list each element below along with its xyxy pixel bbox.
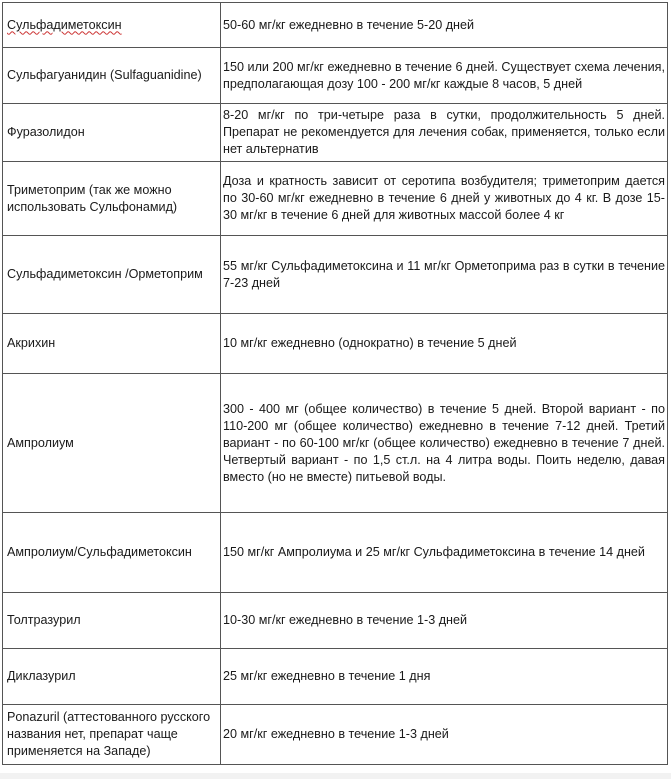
drug-name-cell: [3, 3, 221, 48]
drug-name: Сульфадиметоксин /Орметоприм: [7, 267, 203, 281]
table-row: [3, 104, 668, 162]
drug-name-cell: [3, 162, 221, 236]
page-bottom-strip: [0, 773, 671, 779]
drug-name: Ампролиум/Сульфадиметоксин: [7, 545, 192, 559]
dosage-cell: 150 мг/кг Ампролиума и 25 мг/кг Сульфадиметоксина в течение 14 дней: [221, 513, 668, 593]
drug-name: Диклазурил: [7, 669, 76, 683]
dosage-cell: 25 мг/кг ежедневно в течение 1 дня: [221, 649, 668, 705]
dosage-cell: Доза и кратность зависит от серотипа возбудителя; триметоприм дается по 30-60 мг/кг ежедневно в течение 6 дней у животных до 4 кг. В дозе 15-30 мг/кг в течение 6 дней для животных массой более 4 кг: [221, 162, 668, 236]
table-row: [3, 649, 668, 705]
dosage-cell: 300 - 400 мг (общее количество) в течение 5 дней. Второй вариант - по 110-200 мг (общее количество) ежедневно в течение 7-12 дней. Третий вариант - по 60-100 мг/кг (общее количество) ежедневно в течение 7 дней. Четвертый вариант - по 1,5 ст.л. на 4 литра воды. Поить неделю, давая вместо (но не вместе) питьевой воды.: [221, 374, 668, 513]
dosage-cell: 10-30 мг/кг ежедневно в течение 1-3 дней: [221, 593, 668, 649]
drug-name-cell: [3, 513, 221, 593]
dosage-cell: 10 мг/кг ежедневно (однократно) в течение 5 дней: [221, 314, 668, 374]
drug-name-cell: [3, 649, 221, 705]
table-row: [3, 513, 668, 593]
drug-name: Сульфадиметоксин: [7, 17, 122, 32]
drug-name-cell: [3, 236, 221, 314]
drug-name: Акрихин: [7, 336, 56, 350]
drug-name: Ponazuril (аттестованного русского названия нет, препарат чаще применяется на Западе): [7, 710, 211, 758]
dosage-cell: 55 мг/кг Сульфадиметоксина и 11 мг/кг Орметоприма раз в сутки в течение 7-23 дней: [221, 236, 668, 314]
dosage-cell: 150 или 200 мг/кг ежедневно в течение 6 дней. Существует схема лечения, предполагающая дозу 100 - 200 мг/кг каждые 8 часов, 5 дней: [221, 48, 668, 104]
dosage-cell: 8-20 мг/кг по три-четыре раза в сутки, продолжительность 5 дней. Препарат не рекомендуется для лечения собак, применяется, только если нет альтернатив: [221, 104, 668, 162]
dosage-cell: 20 мг/кг ежедневно в течение 1-3 дней: [221, 705, 668, 765]
table-row: [3, 48, 668, 104]
table-row: [3, 3, 668, 48]
table-row: [3, 236, 668, 314]
drug-name: Толтразурил: [7, 613, 81, 627]
table-row: [3, 374, 668, 513]
drug-name-cell: [3, 593, 221, 649]
table-row: [3, 705, 668, 765]
drug-name: Ампролиум: [7, 435, 74, 450]
drug-name: Фуразолидон: [7, 125, 85, 139]
table-row: [3, 314, 668, 374]
dosage-table: [2, 2, 668, 765]
drug-name: Сульфагуанидин (Sulfaguanidine): [7, 68, 202, 82]
drug-name-cell: [3, 104, 221, 162]
drug-name: Триметоприм (так же можно использовать Сульфонамид): [7, 182, 178, 214]
table-row: [3, 593, 668, 649]
dosage-cell: 50-60 мг/кг ежедневно в течение 5-20 дней: [221, 3, 668, 48]
table-row: [3, 162, 668, 236]
drug-name-cell: [3, 705, 221, 765]
drug-name-cell: [3, 48, 221, 104]
drug-name-cell: [3, 374, 221, 513]
drug-name-cell: [3, 314, 221, 374]
